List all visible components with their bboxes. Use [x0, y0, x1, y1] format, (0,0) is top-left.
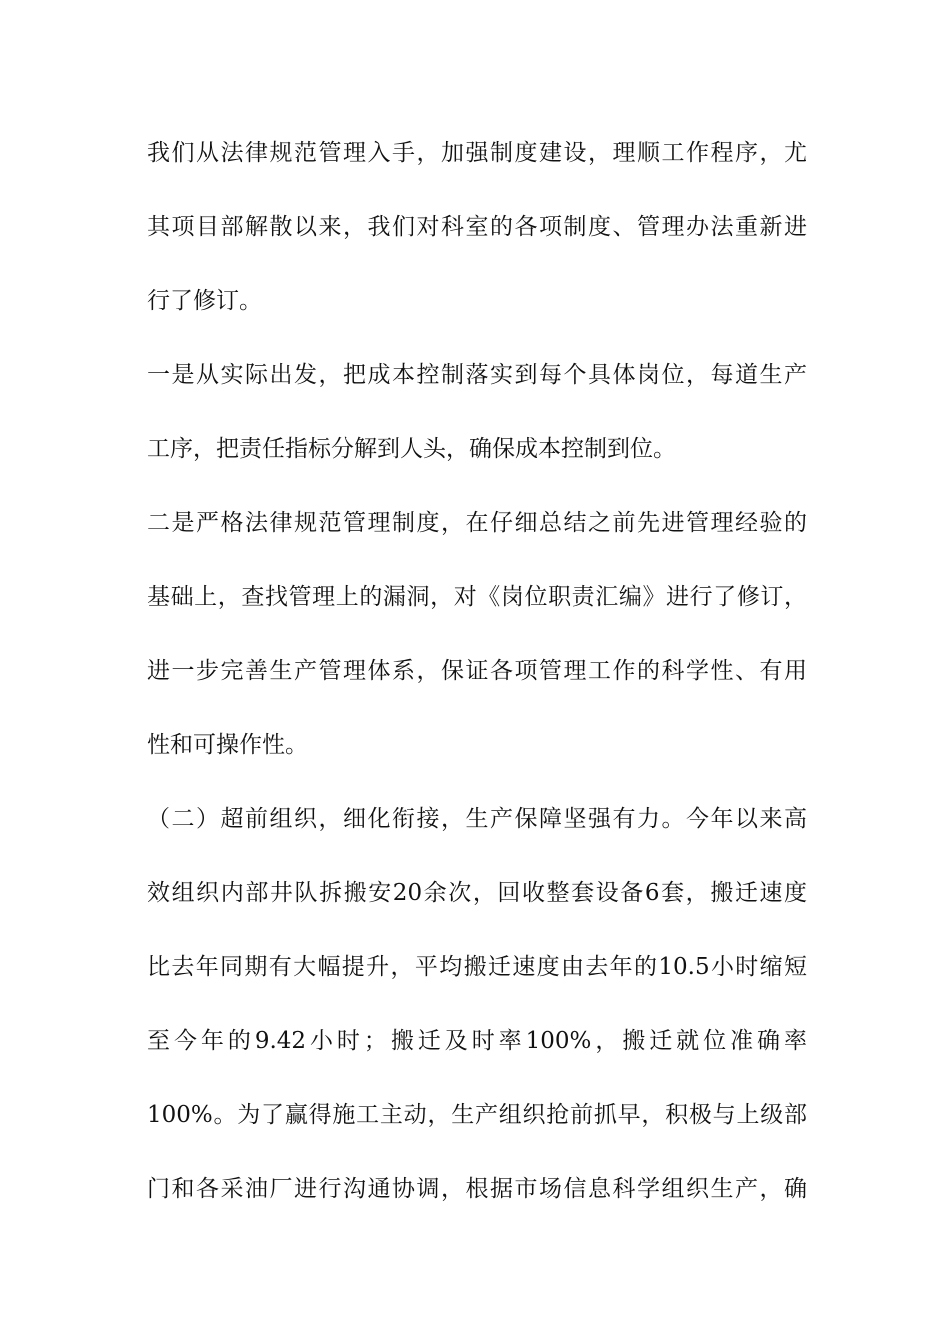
text-line: 效组织内部井队拆搬安20余次，回收整套设备6套，搬迁速度 [147, 880, 807, 906]
text-line: 性和可操作性。 [147, 732, 308, 758]
text-line: 至今年的9.42小时；搬迁及时率100%，搬迁就位准确率 [147, 1028, 807, 1054]
text-line: 基础上，查找管理上的漏洞，对《岗位职责汇编》进行了修订， [147, 584, 807, 610]
text-line: 一是从实际出发，把成本控制落实到每个具体岗位，每道生产 [147, 362, 807, 388]
text-line: （二）超前组织，细化衔接，生产保障坚强有力。今年以来高 [147, 806, 807, 832]
text-line: 我们从法律规范管理入手，加强制度建设，理顺工作程序，尤 [147, 140, 807, 166]
text-line: 100%。为了赢得施工主动，生产组织抢前抓早，积极与上级部 [147, 1102, 807, 1128]
text-line: 二是严格法律规范管理制度，在仔细总结之前先进管理经验的 [147, 510, 807, 536]
text-line: 比去年同期有大幅提升，平均搬迁速度由去年的10.5小时缩短 [147, 954, 807, 980]
text-line: 工序，把责任指标分解到人头，确保成本控制到位。 [147, 436, 676, 462]
text-line: 其项目部解散以来，我们对科室的各项制度、管理办法重新进 [147, 214, 807, 240]
text-line: 行了修订。 [147, 288, 262, 314]
text-line: 进一步完善生产管理体系，保证各项管理工作的科学性、有用 [147, 658, 807, 684]
text-line: 门和各采油厂进行沟通协调，根据市场信息科学组织生产，确 [147, 1176, 807, 1202]
